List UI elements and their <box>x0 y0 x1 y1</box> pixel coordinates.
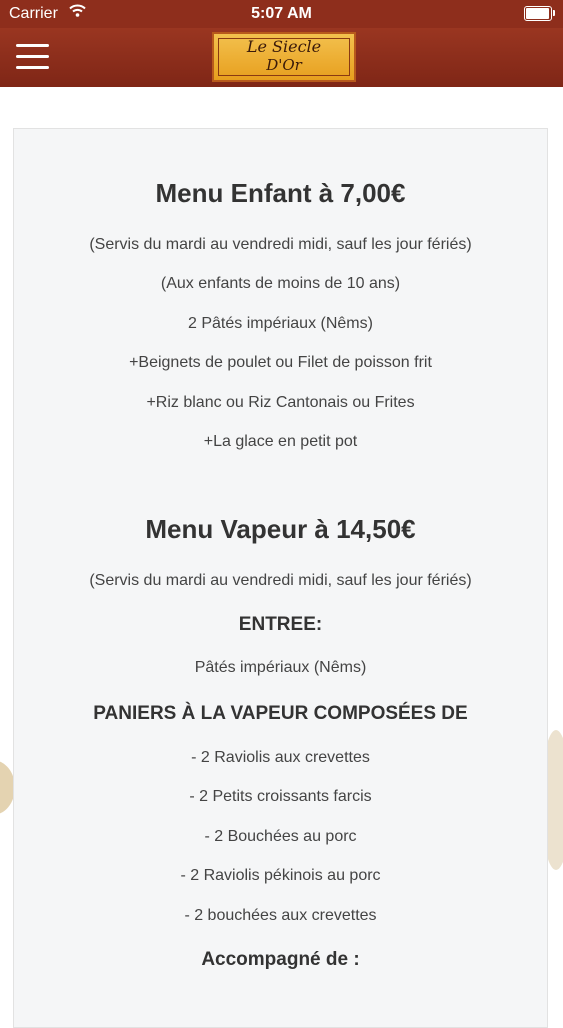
paniers-item: - 2 Bouchées au porc <box>204 828 357 845</box>
logo-line1: Le Siecle <box>246 37 322 56</box>
menu-vapeur-note: (Servis du mardi au vendredi midi, sauf les jour fériés) <box>89 572 472 589</box>
menu-card <box>13 128 548 1028</box>
header-bar <box>0 28 563 87</box>
paniers-heading: PANIERS À LA VAPEUR COMPOSÉES DE <box>93 703 468 724</box>
paniers-item: - 2 Raviolis pékinois au porc <box>180 867 381 884</box>
menu-enfant-line: +Riz blanc ou Riz Cantonais ou Frites <box>146 394 415 411</box>
menu-vapeur-title: Menu Vapeur à 14,50€ <box>145 514 416 544</box>
battery-icon <box>524 6 555 21</box>
menu-enfant-line: +Beignets de poulet ou Filet de poisson frit <box>129 354 432 371</box>
menu-enfant-line: (Aux enfants de moins de 10 ans) <box>160 275 401 292</box>
paniers-item: - 2 bouchées aux crevettes <box>184 907 377 924</box>
menu-enfant-line: +La glace en petit pot <box>203 433 358 450</box>
accompagne-heading: Accompagné de : <box>201 949 360 970</box>
entree-item: Pâtés impériaux (Nêms) <box>194 659 367 676</box>
menu-enfant-line: (Servis du mardi au vendredi midi, sauf les jour fériés) <box>89 236 472 253</box>
paniers-item: - 2 Raviolis aux crevettes <box>191 749 370 766</box>
restaurant-logo[interactable] <box>212 32 356 82</box>
menu-enfant-title: Menu Enfant à 7,00€ <box>155 178 406 208</box>
hamburger-icon[interactable] <box>16 44 49 70</box>
carrier-label: Carrier <box>9 5 58 22</box>
logo-line2: D'Or <box>266 56 302 74</box>
menu-enfant-line: 2 Pâtés impériaux (Nêms) <box>188 315 373 332</box>
status-time: 5:07 AM <box>251 5 312 22</box>
entree-heading: ENTREE: <box>238 614 323 635</box>
status-bar <box>0 0 563 28</box>
paniers-item: - 2 Petits croissants farcis <box>189 788 372 805</box>
